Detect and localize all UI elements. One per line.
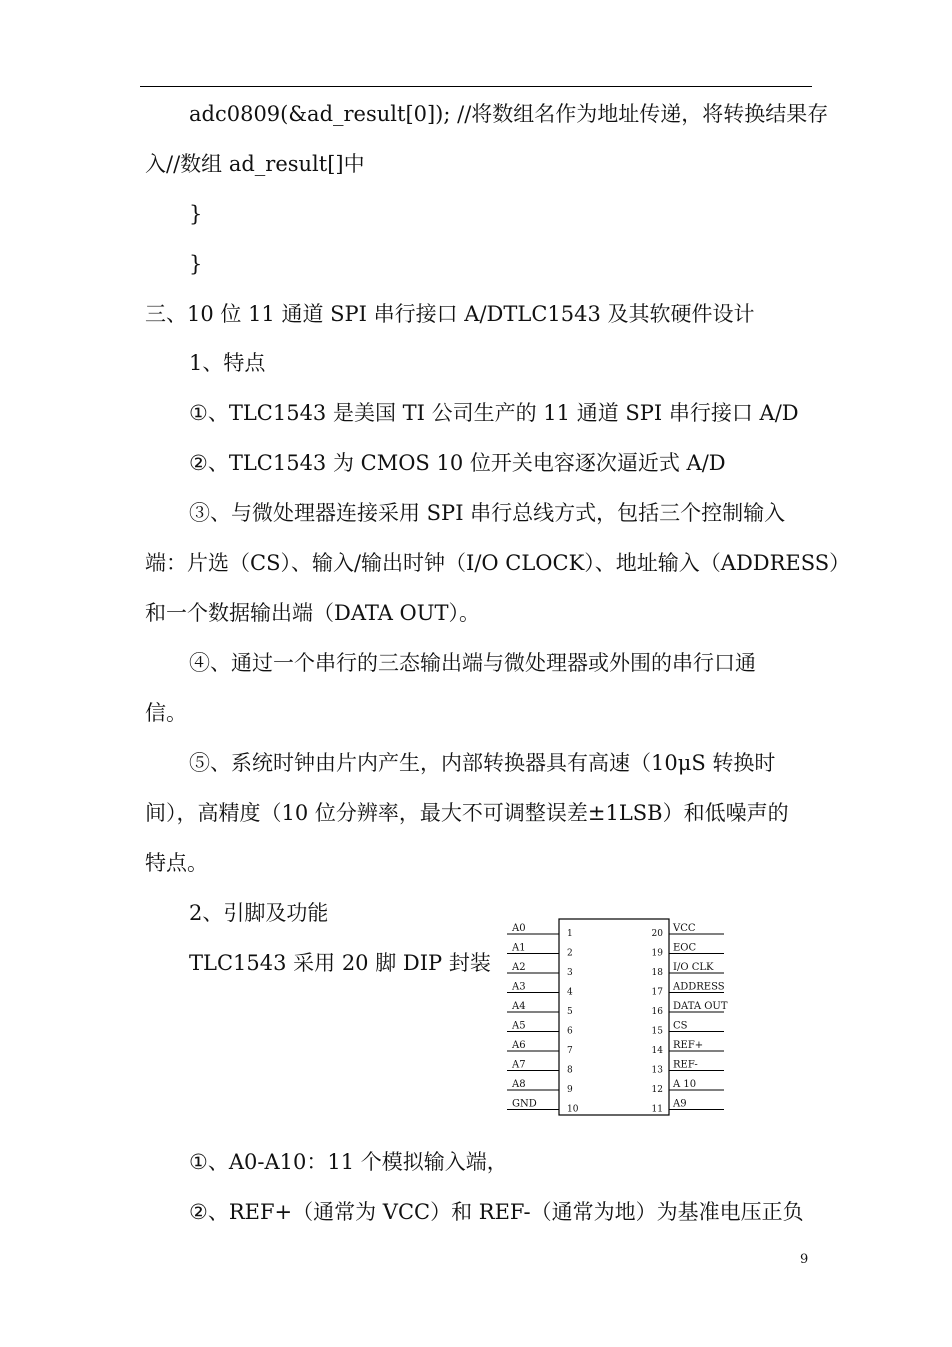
pin-label-left: A3: [512, 981, 526, 993]
pin-label-right: EOC: [673, 942, 697, 954]
pin-label-right: DATA OUT: [673, 1001, 728, 1012]
subsection-heading: 1、特点: [189, 351, 266, 375]
pin-number-right: 13: [651, 1065, 663, 1076]
pin-number-right: 11: [651, 1104, 663, 1115]
pin-label-left: A5: [512, 1020, 526, 1032]
pin-label-right: VCC: [673, 923, 696, 934]
pin-label-left: A7: [512, 1059, 526, 1071]
pin-number-left: 2: [567, 948, 573, 959]
feature-item-5-cont: 特点。: [145, 851, 208, 875]
closing-brace: }: [189, 252, 203, 276]
feature-item-1: ①、TLC1543 是美国 TI 公司生产的 11 通道 SPI 串行接口 A/D: [189, 401, 799, 425]
pin-label-right: REF-: [673, 1059, 698, 1071]
pin-number-left: 1: [567, 929, 573, 939]
pin-number-left: 7: [567, 1046, 573, 1056]
pin-number-right: 18: [651, 968, 663, 978]
code-line-comment-cont: 入//数组 ad_result[]中: [145, 152, 365, 176]
feature-item-4-cont: 信。: [145, 701, 187, 725]
pin-label-right: CS: [673, 1020, 688, 1032]
tlc1543-pinout-diagram: [502, 912, 742, 1122]
pin-number-right: 12: [651, 1085, 663, 1095]
package-text: TLC1543 采用 20 脚 DIP 封装: [189, 951, 491, 975]
pin-number-left: 8: [567, 1065, 573, 1076]
feature-item-3-cont: 和一个数据输出端（DATA OUT）。: [145, 601, 480, 625]
pin-label-left: GND: [512, 1098, 537, 1110]
pin-label-right: ADDRESS: [673, 981, 725, 993]
pin-number-left: 4: [567, 987, 573, 998]
pin-label-right: A9: [673, 1098, 687, 1110]
pin-label-left: A1: [512, 942, 526, 954]
pin-number-left: 3: [567, 968, 573, 978]
pin-label-left: A4: [512, 1001, 526, 1012]
pin-number-right: 15: [651, 1026, 663, 1037]
header-rule: [140, 86, 812, 87]
pin-label-left: A2: [512, 962, 526, 973]
closing-brace: }: [189, 202, 203, 226]
pin-function-item-1: ①、A0-A10：11 个模拟输入端，: [189, 1150, 508, 1174]
feature-item-3: ③、与微处理器连接采用 SPI 串行总线方式，包括三个控制输入: [189, 501, 786, 525]
pin-function-item-2: ②、REF+（通常为 VCC）和 REF-（通常为地）为基准电压正负: [189, 1200, 804, 1224]
pin-label-left: A6: [512, 1040, 526, 1051]
feature-item-3-cont: 端：片选（CS）、输入/输出时钟（I/O CLOCK）、地址输入（ADDRESS）: [145, 551, 851, 575]
feature-item-5-cont: 间），高精度（10 位分辨率，最大不可调整误差±1LSB）和低噪声的: [145, 801, 789, 825]
pin-label-left: A0: [512, 923, 526, 934]
pin-number-right: 17: [651, 987, 663, 998]
pin-number-left: 10: [567, 1104, 579, 1115]
pin-label-right: I/O CLK: [673, 962, 714, 973]
pin-label-left: A8: [512, 1079, 526, 1090]
code-line-call: adc0809(&ad_result[0]); //将数组名作为地址传递，将转换结果存: [189, 102, 829, 126]
page-number: 9: [800, 1252, 809, 1267]
section-heading: 三、10 位 11 通道 SPI 串行接口 A/DTLC1543 及其软硬件设计: [145, 302, 755, 326]
pin-number-left: 5: [567, 1007, 573, 1017]
pin-number-right: 14: [651, 1046, 663, 1056]
feature-item-2: ②、TLC1543 为 CMOS 10 位开关电容逐次逼近式 A/D: [189, 451, 726, 475]
feature-item-4: ④、通过一个串行的三态输出端与微处理器或外围的串行口通: [189, 651, 756, 675]
pin-number-left: 9: [567, 1085, 573, 1095]
pin-number-left: 6: [567, 1026, 573, 1037]
pin-number-right: 20: [651, 929, 663, 939]
pin-number-right: 19: [651, 948, 663, 959]
subsection-heading: 2、引脚及功能: [189, 901, 329, 925]
pin-label-right: A 10: [673, 1079, 697, 1090]
pin-label-right: REF+: [673, 1040, 704, 1051]
feature-item-5: ⑤、系统时钟由片内产生，内部转换器具有高速（10μS 转换时: [189, 751, 776, 775]
pin-number-right: 16: [651, 1007, 663, 1017]
